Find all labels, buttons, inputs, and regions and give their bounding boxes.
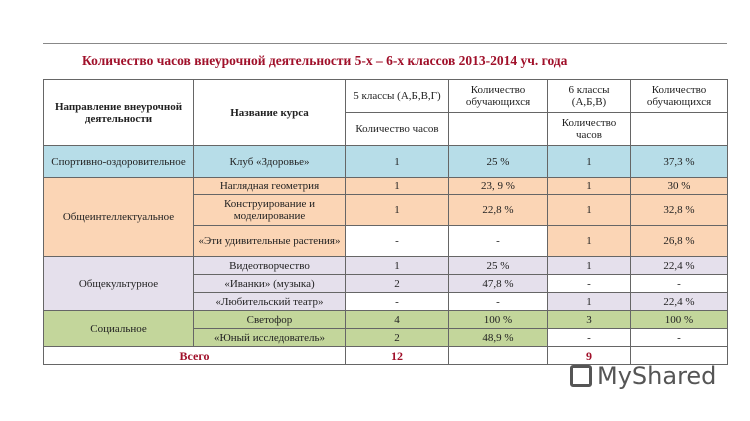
percent6-cell: - bbox=[631, 275, 728, 293]
percent5-cell: 47,8 % bbox=[449, 275, 548, 293]
percent5-cell: - bbox=[449, 226, 548, 257]
percent5-cell: 25 % bbox=[449, 146, 548, 178]
percent6-cell: 22,4 % bbox=[631, 293, 728, 311]
header-grade6: 6 классы (А,Б,В) bbox=[548, 80, 631, 113]
percent6-cell: 100 % bbox=[631, 311, 728, 329]
hours5-cell: - bbox=[346, 293, 449, 311]
percent5-cell: 23, 9 % bbox=[449, 178, 548, 195]
course-cell: «Иванки» (музыка) bbox=[194, 275, 346, 293]
table-row bbox=[44, 257, 728, 275]
course-cell: Наглядная геометрия bbox=[194, 178, 346, 195]
presentation-icon bbox=[570, 365, 592, 387]
percent5-cell: 22,8 % bbox=[449, 195, 548, 226]
header-students6: Количество обучающихся bbox=[631, 80, 728, 113]
percent5-cell: 100 % bbox=[449, 311, 548, 329]
header-direction: Направление внеурочной деятельности bbox=[44, 80, 194, 146]
course-cell: Конструирование и моделирование bbox=[194, 195, 346, 226]
hours6-cell: 3 bbox=[548, 311, 631, 329]
hours6-cell: 1 bbox=[548, 146, 631, 178]
hours6-cell: 1 bbox=[548, 226, 631, 257]
table-row bbox=[44, 311, 728, 329]
total-hours5: 12 bbox=[346, 347, 449, 365]
header-hours6: Количество часов bbox=[548, 113, 631, 146]
course-cell: Светофор bbox=[194, 311, 346, 329]
top-divider bbox=[43, 43, 727, 44]
table-row bbox=[44, 146, 728, 178]
percent5-cell: 25 % bbox=[449, 257, 548, 275]
percent5-cell: 48,9 % bbox=[449, 329, 548, 347]
hours6-cell: 1 bbox=[548, 257, 631, 275]
hours5-cell: 2 bbox=[346, 275, 449, 293]
header-grade5: 5 классы (А,Б,В,Г) bbox=[346, 80, 449, 113]
watermark-text: MyShared bbox=[597, 362, 717, 390]
course-cell: «Любительский театр» bbox=[194, 293, 346, 311]
direction-cell: Спортивно-оздоровительное bbox=[44, 146, 194, 178]
percent6-cell: 22,4 % bbox=[631, 257, 728, 275]
header-course: Название курса bbox=[194, 80, 346, 146]
percent6-cell: - bbox=[631, 329, 728, 347]
course-cell: Клуб «Здоровье» bbox=[194, 146, 346, 178]
total-hours6: 9 bbox=[548, 347, 631, 365]
percent6-cell: 32,8 % bbox=[631, 195, 728, 226]
hours5-cell: - bbox=[346, 226, 449, 257]
percent6-cell: 37,3 % bbox=[631, 146, 728, 178]
page-title: Количество часов внеурочной деятельности 5-х – 6-х классов 2013-2014 уч. года bbox=[82, 53, 568, 68]
hours6-cell: - bbox=[548, 275, 631, 293]
watermark bbox=[570, 362, 716, 390]
percent6-cell: 26,8 % bbox=[631, 226, 728, 257]
hours5-cell: 1 bbox=[346, 195, 449, 226]
direction-cell: Общеинтеллектуальное bbox=[44, 178, 194, 257]
table-row bbox=[44, 178, 728, 195]
course-cell: Видеотворчество bbox=[194, 257, 346, 275]
percent6-cell: 30 % bbox=[631, 178, 728, 195]
hours6-cell: 1 bbox=[548, 195, 631, 226]
hours6-cell: - bbox=[548, 329, 631, 347]
hours5-cell: 1 bbox=[346, 178, 449, 195]
hours5-cell: 4 bbox=[346, 311, 449, 329]
hours5-cell: 1 bbox=[346, 146, 449, 178]
course-cell: «Юный исследователь» bbox=[194, 329, 346, 347]
direction-cell: Социальное bbox=[44, 311, 194, 347]
total-empty bbox=[449, 347, 548, 365]
header-students5: Количество обучающихся bbox=[449, 80, 548, 113]
hours5-cell: 1 bbox=[346, 257, 449, 275]
percent5-cell: - bbox=[449, 293, 548, 311]
total-label: Всего bbox=[44, 347, 346, 365]
header-empty bbox=[449, 113, 548, 146]
course-cell: «Эти удивительные растения» bbox=[194, 226, 346, 257]
hours5-cell: 2 bbox=[346, 329, 449, 347]
hours6-cell: 1 bbox=[548, 178, 631, 195]
direction-cell: Общекультурное bbox=[44, 257, 194, 311]
header-hours5: Количество часов bbox=[346, 113, 449, 146]
header-empty bbox=[631, 113, 728, 146]
hours-table bbox=[43, 79, 728, 365]
hours6-cell: 1 bbox=[548, 293, 631, 311]
